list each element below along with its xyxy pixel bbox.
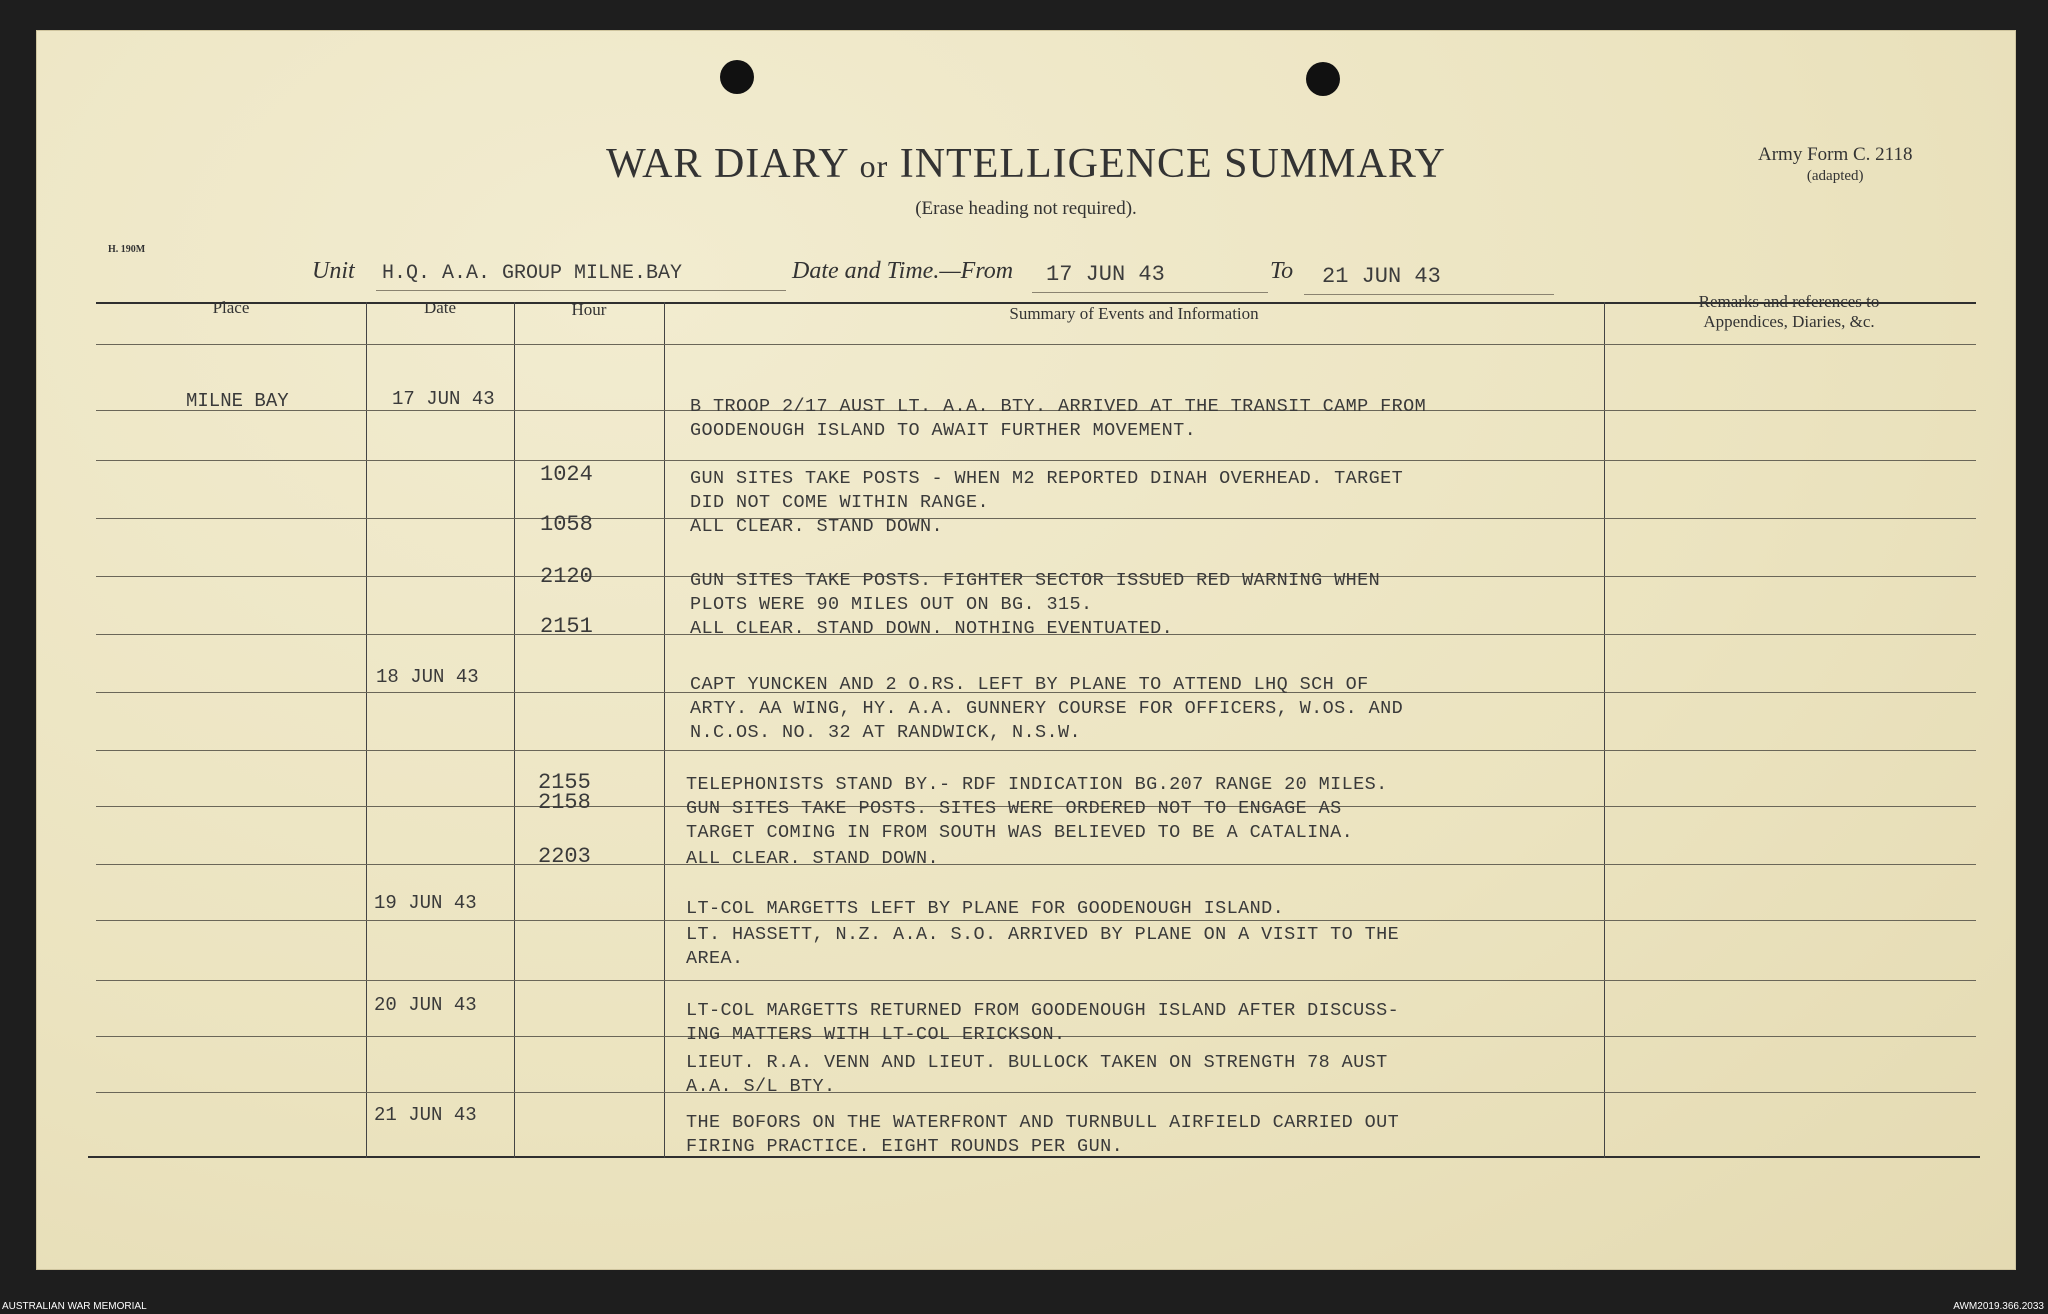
entry-date: 18 JUN 43 bbox=[376, 666, 479, 688]
unit-underline bbox=[376, 290, 786, 291]
entry-hour: 2151 bbox=[540, 614, 593, 639]
date-to-underline bbox=[1304, 294, 1554, 295]
footer-accession: AWM2019.366.2033 bbox=[1953, 1301, 2044, 1312]
entry-line: LIEUT. R.A. VENN AND LIEUT. BULLOCK TAKEN ON STRENGTH 78 AUST bbox=[686, 1052, 1388, 1073]
entry-line: LT-COL MARGETTS RETURNED FROM GOODENOUGH ISLAND AFTER DISCUSS- bbox=[686, 1000, 1400, 1021]
row-rule bbox=[96, 750, 1976, 751]
col-divider-place bbox=[366, 302, 367, 1158]
header-row-rule bbox=[96, 344, 1976, 345]
col-head-remarks-line1: Remarks and references to bbox=[1698, 292, 1880, 311]
entry-line: PLOTS WERE 90 MILES OUT ON BG. 315. bbox=[690, 594, 1093, 615]
entry-line: LT-COL MARGETTS LEFT BY PLANE FOR GOODENOUGH ISLAND. bbox=[686, 898, 1285, 919]
row-rule bbox=[96, 980, 1976, 981]
entry-line: ARTY. AA WING, HY. A.A. GUNNERY COURSE FOR OFFICERS, W.OS. AND bbox=[690, 698, 1404, 719]
unit-value: H.Q. A.A. GROUP MILNE.BAY bbox=[382, 262, 683, 285]
army-form-number: Army Form C. 2118 bbox=[1758, 144, 1913, 165]
army-form-label bbox=[1758, 144, 1912, 185]
entry-line: A.A. S/L BTY. bbox=[686, 1076, 836, 1097]
entry-line: ALL CLEAR. STAND DOWN. bbox=[690, 516, 944, 537]
entry-line: ALL CLEAR. STAND DOWN. NOTHING EVENTUATED. bbox=[690, 618, 1174, 639]
col-head-remarks-line2: Appendices, Diaries, &c. bbox=[1703, 312, 1875, 331]
row-rule bbox=[96, 1092, 1976, 1093]
date-from-label: Date and Time.—From bbox=[792, 258, 1014, 284]
col-divider-summary bbox=[1604, 302, 1605, 1158]
col-head-hour: Hour bbox=[571, 300, 607, 319]
unit-label: Unit bbox=[312, 258, 355, 284]
entry-line: GUN SITES TAKE POSTS. FIGHTER SECTOR ISSUED RED WARNING WHEN bbox=[690, 570, 1381, 591]
army-form-sub: (adapted) bbox=[1806, 168, 1864, 184]
row-rule bbox=[96, 920, 1976, 921]
entry-hour: 1058 bbox=[540, 512, 593, 537]
entry-hour: 1024 bbox=[540, 462, 593, 487]
title-intelligence-summary: INTELLIGENCE SUMMARY bbox=[899, 141, 1446, 187]
title-or: or bbox=[859, 148, 889, 184]
row-rule bbox=[96, 518, 1976, 519]
diary-sheet bbox=[36, 30, 2016, 1270]
entry-date: 17 JUN 43 bbox=[392, 388, 495, 410]
page-title bbox=[36, 140, 2016, 188]
date-to-value: 21 JUN 43 bbox=[1322, 264, 1441, 289]
entry-date: 19 JUN 43 bbox=[374, 892, 477, 914]
form-code: H. 190M bbox=[108, 244, 146, 255]
date-from-underline bbox=[1032, 292, 1268, 293]
entry-line: DID NOT COME WITHIN RANGE. bbox=[690, 492, 990, 513]
col-head-summary: Summary of Events and Information bbox=[1009, 304, 1259, 323]
entry-line: GOODENOUGH ISLAND TO AWAIT FURTHER MOVEMENT. bbox=[690, 420, 1197, 441]
entry-hour: 2158 bbox=[538, 790, 591, 815]
punch-hole-right bbox=[1306, 62, 1340, 96]
entry-date: 20 JUN 43 bbox=[374, 994, 477, 1016]
entry-line: B TROOP 2/17 AUST LT. A.A. BTY. ARRIVED AT THE TRANSIT CAMP FROM bbox=[690, 396, 1427, 417]
col-divider-date bbox=[514, 302, 515, 1158]
row-rule bbox=[96, 864, 1976, 865]
col-head-date: Date bbox=[423, 298, 457, 317]
entry-line: FIRING PRACTICE. EIGHT ROUNDS PER GUN. bbox=[686, 1136, 1124, 1157]
entry-place: MILNE BAY bbox=[186, 390, 289, 412]
row-rule bbox=[96, 460, 1976, 461]
date-from-value: 17 JUN 43 bbox=[1046, 262, 1165, 287]
col-divider-hour bbox=[664, 302, 665, 1158]
entry-line: LT. HASSETT, N.Z. A.A. S.O. ARRIVED BY PLANE ON A VISIT TO THE bbox=[686, 924, 1400, 945]
entry-line: TARGET COMING IN FROM SOUTH WAS BELIEVED TO BE A CATALINA. bbox=[686, 822, 1354, 843]
entry-hour: 2155 bbox=[538, 770, 591, 795]
entry-line: ING MATTERS WITH LT-COL ERICKSON. bbox=[686, 1024, 1066, 1045]
entry-line: CAPT YUNCKEN AND 2 O.RS. LEFT BY PLANE TO ATTEND LHQ SCH OF bbox=[690, 674, 1369, 695]
date-to-label: To bbox=[1270, 258, 1294, 284]
entry-line: AREA. bbox=[686, 948, 744, 969]
entry-hour: 2203 bbox=[538, 844, 591, 869]
entry-line: THE BOFORS ON THE WATERFRONT AND TURNBULL AIRFIELD CARRIED OUT bbox=[686, 1112, 1400, 1133]
punch-hole-left bbox=[720, 60, 754, 94]
title-war-diary: WAR DIARY bbox=[606, 141, 849, 187]
entry-line: TELEPHONISTS STAND BY.- RDF INDICATION BG.207 RANGE 20 MILES. bbox=[686, 774, 1388, 795]
footer-institution: AUSTRALIAN WAR MEMORIAL bbox=[2, 1301, 147, 1312]
col-head-place: Place bbox=[212, 298, 250, 317]
entry-line: GUN SITES TAKE POSTS. SITES WERE ORDERED NOT TO ENGAGE AS bbox=[686, 798, 1342, 819]
entry-date: 21 JUN 43 bbox=[374, 1104, 477, 1126]
entry-line: N.C.OS. NO. 32 AT RANDWICK, N.S.W. bbox=[690, 722, 1082, 743]
entry-hour: 2120 bbox=[540, 564, 593, 589]
entry-line: GUN SITES TAKE POSTS - WHEN M2 REPORTED DINAH OVERHEAD. TARGET bbox=[690, 468, 1404, 489]
entry-line: ALL CLEAR. STAND DOWN. bbox=[686, 848, 940, 869]
page-subtitle: (Erase heading not required). bbox=[915, 198, 1137, 219]
col-head-remarks bbox=[1604, 292, 1974, 332]
